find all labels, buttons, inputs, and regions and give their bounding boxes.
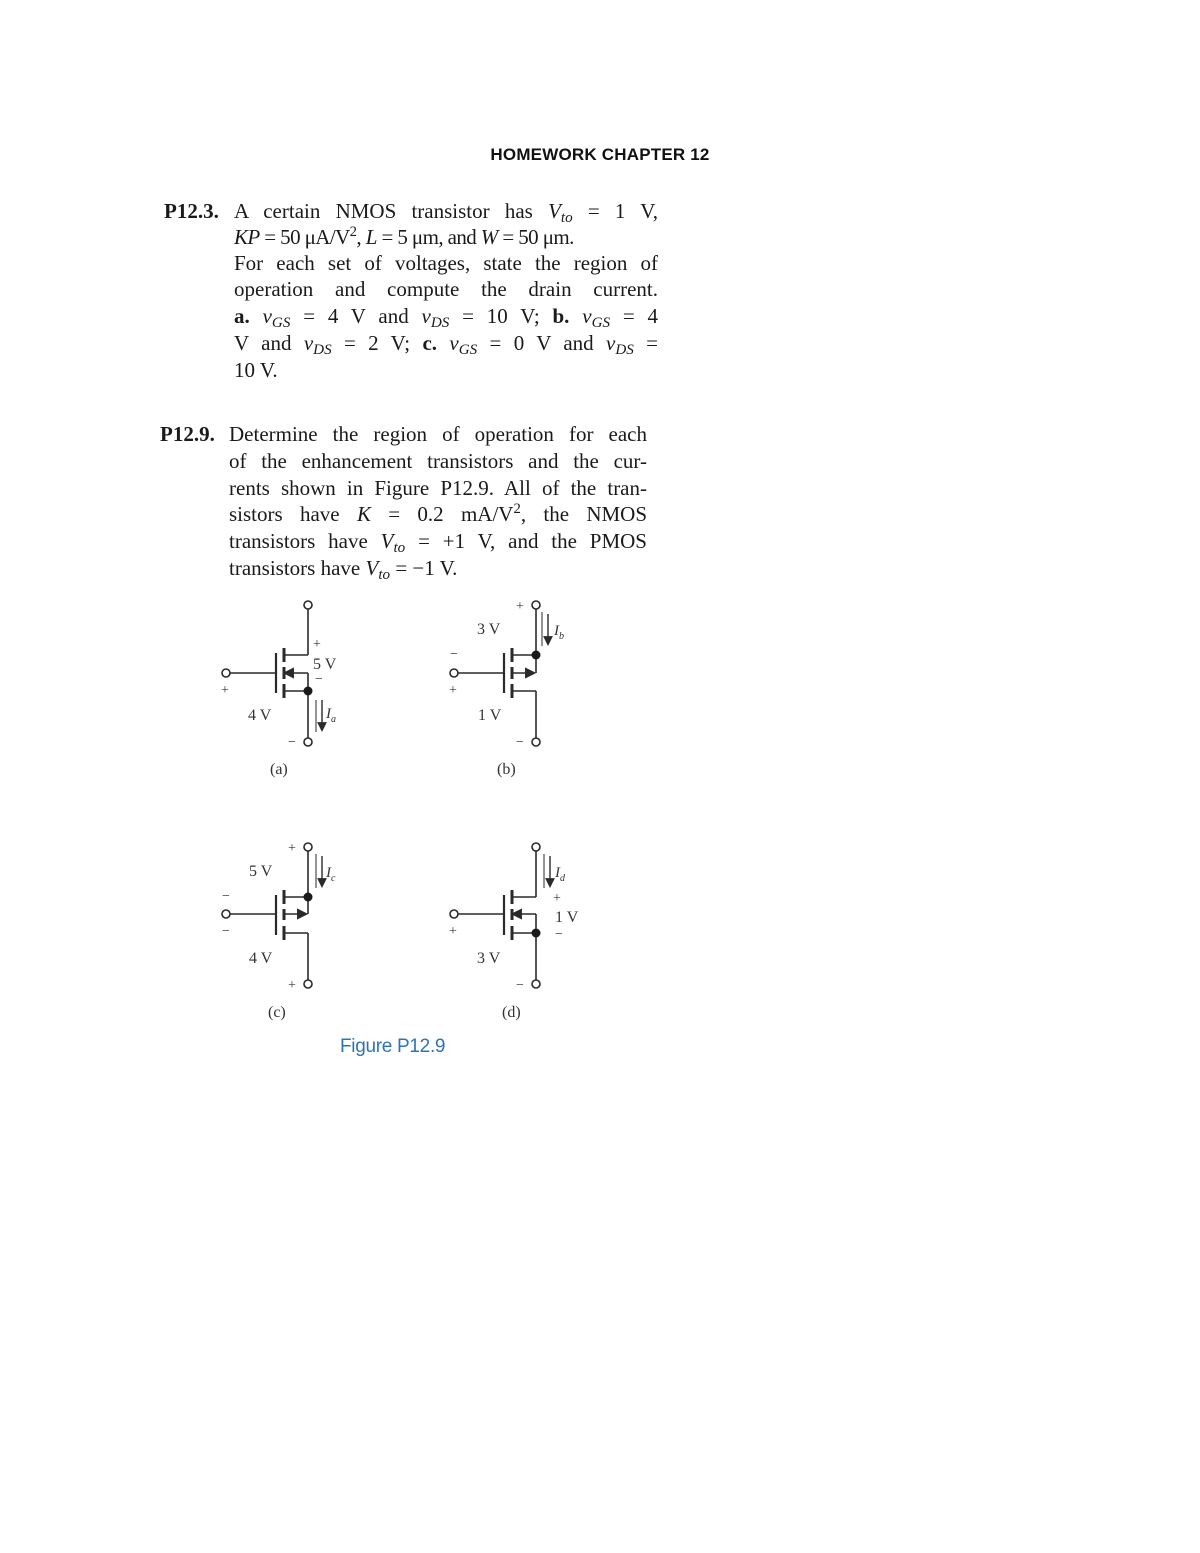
sign-plus: + [553, 891, 561, 906]
vgs-c: 4 V [249, 950, 273, 967]
sign-plus: + [288, 978, 296, 993]
text-line: transistors have $V_{to} = -1$ V. [229, 556, 458, 583]
sign-plus: + [449, 683, 457, 698]
current-a: $I_a$ [326, 706, 336, 725]
sign-plus: + [516, 599, 524, 614]
page-title: HOMEWORK CHAPTER 12 [490, 145, 710, 164]
problem-number: P12.9. [160, 422, 215, 446]
text-line: KP = 50 $\mu A/V^2$, L = 5 μm, and W = 50 μm. [234, 224, 574, 249]
sign-minus: − [516, 978, 524, 993]
sign-minus: − [555, 927, 563, 942]
vgs-a: 4 V [248, 707, 272, 724]
sign-minus: − [450, 647, 458, 662]
current-c: $I_c$ [326, 865, 336, 884]
sign-minus: − [222, 924, 230, 939]
text-line: 10 V. [234, 358, 278, 382]
label-c: (c) [268, 1004, 286, 1021]
sign-minus: − [288, 735, 296, 750]
text-line: transistors have $V_{to} = +1$ V, and the PMOS [229, 529, 647, 556]
text-line: operation and compute the drain current. [234, 277, 658, 301]
text-line: A certain NMOS transistor has $V_{to} = 1$ V, [234, 199, 658, 226]
text-line: a. $v_{GS} = 4$ V and $v_{DS} = 10$ V; b. $v_{GS} = 4$ [234, 304, 659, 331]
text-line: of the enhancement transistors and the cur- [229, 449, 647, 473]
vds-a: 5 V [313, 656, 337, 673]
text-line: sistors have K = 0.2 $mA/V^2$, the NMOS [229, 501, 648, 526]
sign-minus: − [315, 672, 323, 687]
label-d: (d) [502, 1004, 521, 1021]
sign-minus: − [516, 735, 524, 750]
current-b: $I_b$ [554, 623, 564, 642]
vds-d: 1 V [555, 909, 579, 926]
vsd-b: 3 V [477, 621, 501, 638]
sign-minus: − [222, 889, 230, 904]
text-line: rents shown in Figure P12.9. All of the tran- [229, 476, 647, 500]
figure-caption: Figure P12.9 [340, 1036, 446, 1057]
label-b: (b) [497, 761, 516, 778]
label-a: (a) [270, 761, 288, 778]
circuit-a [222, 601, 322, 746]
current-d: $I_d$ [555, 865, 565, 884]
sign-plus: + [313, 637, 321, 652]
sign-plus: + [288, 841, 296, 856]
sign-plus: + [221, 683, 229, 698]
vdg-c: 5 V [249, 863, 273, 880]
problem-number: P12.3. [164, 199, 219, 223]
vgs-b: 1 V [478, 707, 502, 724]
text-line: Determine the region of operation for each [229, 422, 647, 446]
text-line: For each set of voltages, state the region of [234, 251, 658, 275]
vgs-d: 3 V [477, 950, 501, 967]
text-line: V and $v_{DS} = 2$ V; c. $v_{GS} = 0$ V and $v_{DS}$ = [234, 331, 659, 358]
sign-plus: + [449, 924, 457, 939]
